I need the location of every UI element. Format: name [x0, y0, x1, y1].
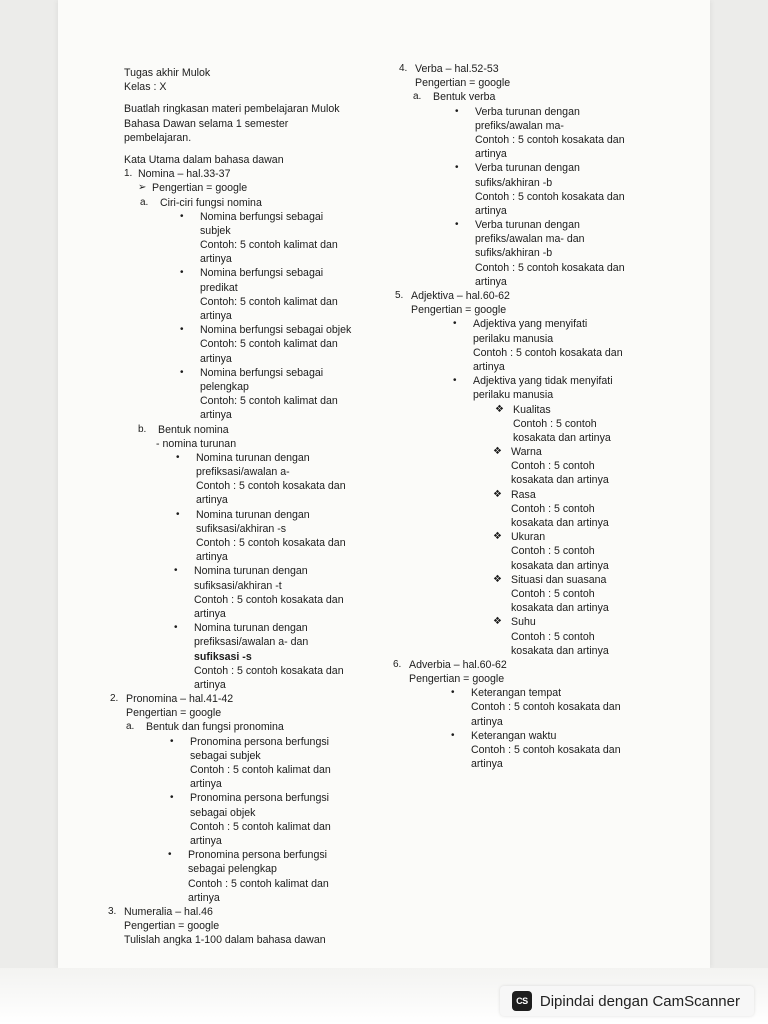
line-text: Contoh : 5 contoh kosakata dan	[473, 346, 623, 359]
document-line	[393, 403, 643, 417]
line-text: Adverbia – hal.60-62	[409, 658, 507, 671]
document-line	[108, 451, 378, 465]
document-line	[393, 62, 643, 76]
document-line	[393, 601, 643, 615]
line-text: Contoh : 5 contoh kosakata dan	[471, 744, 621, 756]
document-line	[393, 346, 643, 360]
line-text: artinya	[200, 310, 232, 322]
document-line	[393, 743, 643, 757]
line-text: Bahasa Dawan selama 1 semester	[124, 117, 289, 130]
document-line	[108, 579, 378, 593]
document-line	[108, 692, 378, 706]
line-text: prefiksasi/awalan a- dan	[194, 636, 309, 649]
document-line	[393, 757, 643, 771]
line-text: artinya	[194, 607, 226, 620]
list-marker: •	[455, 162, 459, 174]
document-line	[393, 644, 643, 658]
line-text: Nomina berfungsi sebagai	[200, 366, 324, 379]
list-marker: 5.	[395, 290, 404, 301]
line-text: Contoh : 5 contoh kosakata dan	[475, 133, 625, 146]
line-text: Keterangan waktu	[471, 729, 557, 742]
line-text: Pronomina persona berfungsi	[190, 792, 329, 805]
line-text: Contoh : 5 contoh kalimat dan	[190, 764, 331, 776]
document-line	[108, 820, 378, 834]
line-text: Contoh : 5 contoh	[511, 630, 595, 643]
line-text: Pengertian = google	[409, 673, 505, 686]
line-text: Pronomina – hal.41-42	[126, 693, 234, 706]
list-marker: 6.	[393, 658, 402, 670]
document-line	[108, 80, 378, 94]
camscanner-logo-icon: CS	[512, 991, 532, 1011]
line-text: Pengertian = google	[126, 707, 222, 720]
document-line	[108, 295, 378, 309]
line-text: Contoh : 5 contoh kosakata dan	[471, 701, 621, 714]
document-line	[108, 607, 378, 621]
line-text: Contoh: 5 contoh kalimat dan	[200, 295, 338, 308]
line-text: kosakata dan artinya	[511, 517, 609, 529]
document-line	[393, 317, 643, 331]
line-text: Verba turunan dengan	[475, 105, 580, 118]
line-text: Contoh : 5 contoh	[511, 545, 595, 558]
document-line	[393, 218, 643, 232]
line-text: artinya	[188, 891, 220, 904]
list-marker: a.	[126, 721, 135, 733]
document-line	[108, 408, 378, 422]
document-line	[108, 621, 378, 635]
document-line	[393, 232, 643, 246]
list-marker: •	[180, 210, 184, 222]
line-text: Adjektiva – hal.60-62	[411, 290, 510, 302]
list-marker: 3.	[108, 905, 117, 917]
line-text: Nomina turunan dengan	[194, 565, 308, 578]
document-line	[393, 261, 643, 275]
document-line	[108, 791, 378, 805]
document-line	[108, 848, 378, 862]
line-text: Ciri-ciri fungsi nomina	[160, 196, 262, 209]
document-line	[393, 303, 643, 317]
document-line	[393, 544, 643, 558]
document-line	[108, 281, 378, 295]
line-text: kosakata dan artinya	[511, 474, 609, 487]
document-line	[108, 749, 378, 763]
document-line	[393, 587, 643, 601]
line-text: prefiksasi/awalan a-	[196, 466, 290, 479]
line-text: artinya	[475, 204, 507, 217]
line-text: Contoh : 5 contoh kosakata dan	[194, 664, 344, 677]
line-text: artinya	[196, 494, 228, 507]
document-line	[108, 266, 378, 280]
list-marker: •	[174, 565, 178, 577]
document-line	[108, 102, 378, 116]
line-text: artinya	[200, 352, 232, 365]
list-marker: b.	[138, 423, 147, 435]
list-marker: ❖	[493, 488, 502, 500]
document-line	[108, 919, 378, 933]
document-line	[393, 502, 643, 516]
list-marker: •	[180, 324, 184, 336]
document-line	[393, 516, 643, 530]
document-line	[108, 479, 378, 493]
document-line	[108, 493, 378, 507]
document-line	[393, 488, 643, 502]
line-text: Contoh : 5 contoh kalimat dan	[190, 820, 331, 833]
line-text: Numeralia – hal.46	[124, 905, 213, 918]
line-text: Adjektiva yang tidak menyifati	[473, 375, 613, 388]
document-line	[108, 437, 378, 451]
document-line	[393, 686, 643, 700]
line-text: Pengertian = google	[152, 182, 248, 195]
line-text: artinya	[190, 834, 222, 847]
document-line	[108, 536, 378, 550]
list-marker: 4.	[399, 63, 408, 74]
line-text: pelengkap	[200, 380, 249, 393]
line-text: Contoh : 5 contoh kosakata dan	[196, 480, 346, 493]
document-line	[108, 337, 378, 351]
line-text: Verba – hal.52-53	[415, 63, 499, 75]
document-line	[393, 559, 643, 573]
document-line	[108, 394, 378, 408]
list-marker: •	[176, 508, 180, 520]
line-gap	[108, 145, 378, 153]
line-text: kosakata dan artinya	[511, 559, 609, 572]
list-marker: •	[455, 105, 459, 117]
line-text: Nomina turunan dengan	[196, 508, 310, 521]
document-line	[393, 246, 643, 260]
list-marker: •	[170, 792, 174, 804]
document-line	[108, 196, 378, 210]
document-line	[108, 635, 378, 649]
watermark-text: Dipindai dengan CamScanner	[539, 992, 740, 1010]
line-text: Bentuk verba	[433, 91, 496, 104]
line-text: prefiks/awalan ma-	[475, 119, 564, 132]
document-line	[108, 323, 378, 337]
document-line	[108, 309, 378, 323]
document-line	[393, 289, 643, 303]
document-line	[108, 720, 378, 734]
document-line	[108, 706, 378, 720]
line-text: sebagai pelengkap	[188, 863, 277, 876]
line-text: sebagai objek	[190, 806, 256, 819]
list-marker: ❖	[493, 531, 502, 543]
line-text: Pengertian = google	[415, 77, 511, 90]
document-line	[108, 877, 378, 891]
line-text: Contoh : 5 contoh kosakata dan	[196, 537, 346, 549]
list-marker: ❖	[493, 573, 502, 585]
line-text: Nomina – hal.33-37	[138, 168, 231, 181]
line-text: Tulislah angka 1-100 dalam bahasa dawan	[124, 934, 326, 947]
list-marker: a.	[140, 196, 149, 208]
line-text: Pengertian = google	[124, 920, 220, 933]
list-marker: 1.	[124, 168, 133, 180]
document-line	[108, 153, 378, 167]
line-text: kosakata dan artinya	[511, 602, 609, 615]
line-text: Pronomina persona berfungsi	[188, 849, 327, 862]
line-text: sufiks/akhiran -b	[475, 247, 553, 260]
document-line	[393, 388, 643, 402]
line-text: Kelas : X	[124, 81, 167, 94]
line-text: sebagai subjek	[190, 749, 261, 762]
document-line	[393, 459, 643, 473]
document-line	[393, 658, 643, 672]
document-line	[108, 834, 378, 848]
document-line	[393, 204, 643, 218]
line-text: sufiks/akhiran -b	[475, 176, 553, 189]
document-line	[393, 133, 643, 147]
line-text: artinya	[475, 275, 507, 288]
document-line	[108, 224, 378, 238]
document-line	[393, 275, 643, 289]
document-line	[393, 473, 643, 487]
line-text: artinya	[190, 778, 222, 791]
line-text: Nomina turunan dengan	[194, 622, 308, 635]
document-line	[393, 431, 643, 445]
document-line	[393, 715, 643, 729]
line-text: Warna	[511, 446, 542, 459]
list-marker: •	[455, 219, 459, 231]
list-marker: a.	[413, 91, 422, 103]
document-line	[108, 66, 378, 80]
list-marker: •	[451, 729, 455, 741]
document-line	[393, 729, 643, 743]
line-text: Buatlah ringkasan materi pembelajaran Mulok	[124, 103, 340, 116]
line-text: sufiksasi/akhiran -s	[196, 522, 287, 535]
document-line	[108, 763, 378, 777]
document-line	[393, 190, 643, 204]
line-text: Verba turunan dengan	[475, 162, 580, 175]
line-text: Contoh : 5 contoh	[511, 502, 595, 515]
document-line	[108, 678, 378, 692]
document-line	[393, 332, 643, 346]
camscanner-watermark	[500, 986, 754, 1016]
document-line	[108, 238, 378, 252]
line-text: pembelajaran.	[124, 131, 192, 144]
document-line	[108, 806, 378, 820]
document-line	[393, 360, 643, 374]
line-text: Bentuk nomina	[158, 423, 229, 436]
document-line	[108, 550, 378, 564]
line-text: Contoh : 5 contoh kosakata dan	[475, 261, 625, 274]
line-text: Nomina turunan dengan	[196, 451, 310, 464]
line-text: Adjektiva yang menyifati	[473, 318, 588, 331]
document-line	[393, 119, 643, 133]
line-text: perilaku manusia	[473, 332, 554, 345]
list-marker: ❖	[495, 403, 504, 415]
document-line	[108, 366, 378, 380]
line-text: sufiksasi/akhiran -t	[194, 579, 282, 592]
line-text: - nomina turunan	[156, 437, 237, 450]
document-line	[393, 417, 643, 431]
line-text: artinya	[200, 253, 232, 266]
line-text: predikat	[200, 281, 238, 294]
document-line	[393, 530, 643, 544]
line-text: Suhu	[511, 616, 536, 629]
line-text: artinya	[471, 758, 503, 771]
list-marker: •	[453, 375, 457, 387]
line-text: artinya	[200, 409, 232, 422]
document-line	[108, 352, 378, 366]
line-text: Contoh : 5 contoh kosakata dan	[194, 593, 344, 606]
line-text: artinya	[475, 148, 507, 161]
line-text: Verba turunan dengan	[475, 219, 580, 232]
line-text: Contoh: 5 contoh kalimat dan	[200, 338, 338, 351]
line-text: sufiksasi -s	[194, 650, 252, 663]
line-text: Contoh: 5 contoh kalimat dan	[200, 239, 338, 252]
document-line	[108, 933, 378, 947]
document-line	[393, 445, 643, 459]
line-text: Contoh : 5 contoh kosakata dan	[475, 190, 625, 203]
document-line	[393, 615, 643, 629]
line-text: Situasi dan suasana	[511, 573, 607, 586]
document-line	[108, 593, 378, 607]
line-text: subjek	[200, 224, 231, 237]
line-text: Contoh : 5 contoh	[511, 460, 595, 473]
line-text: Ukuran	[511, 531, 546, 544]
line-text: artinya	[473, 360, 505, 373]
document-line	[108, 564, 378, 578]
line-text: Contoh : 5 contoh kalimat dan	[188, 877, 329, 890]
document-line	[108, 650, 378, 664]
document-line	[108, 210, 378, 224]
line-text: Kata Utama dalam bahasa dawan	[124, 153, 284, 166]
document-line	[108, 664, 378, 678]
line-text: Kualitas	[513, 403, 551, 416]
document-line	[108, 735, 378, 749]
document-line	[108, 522, 378, 536]
list-marker: •	[180, 267, 184, 279]
line-text: Nomina berfungsi sebagai	[200, 210, 324, 223]
document-line	[108, 508, 378, 522]
line-text: perilaku manusia	[473, 389, 554, 402]
line-text: artinya	[471, 715, 503, 728]
document-line	[108, 117, 378, 131]
document-line	[108, 252, 378, 266]
document-line	[108, 167, 378, 181]
line-text: Contoh: 5 contoh kalimat dan	[200, 395, 338, 408]
document-line	[108, 891, 378, 905]
list-marker: 2.	[110, 693, 119, 705]
document-line	[393, 573, 643, 587]
document-line	[393, 90, 643, 104]
line-text: artinya	[196, 551, 228, 564]
document-line	[108, 862, 378, 876]
line-text: Contoh : 5 contoh	[513, 417, 597, 430]
line-text: Pengertian = google	[411, 304, 507, 317]
document-line	[108, 423, 378, 437]
list-marker: •	[453, 318, 457, 330]
document-line	[108, 131, 378, 145]
document-line	[393, 161, 643, 175]
left-column	[108, 66, 378, 947]
document-line	[393, 374, 643, 388]
line-text: kosakata dan artinya	[513, 431, 611, 444]
document-line	[393, 76, 643, 90]
line-text: Pronomina persona berfungsi	[190, 735, 329, 748]
document-line	[108, 777, 378, 791]
line-text: Nomina berfungsi sebagai objek	[200, 324, 352, 337]
line-text: Rasa	[511, 488, 536, 501]
document-line	[108, 465, 378, 479]
line-text: prefiks/awalan ma- dan	[475, 233, 585, 246]
line-text: Contoh : 5 contoh	[511, 587, 595, 600]
line-text: kosakata dan artinya	[511, 644, 609, 657]
right-column	[393, 62, 643, 771]
document-line	[108, 181, 378, 195]
list-marker: •	[174, 622, 178, 634]
line-text: Keterangan tempat	[471, 687, 562, 700]
document-line	[108, 905, 378, 919]
list-marker: ❖	[493, 446, 502, 458]
list-marker: ❖	[493, 616, 502, 628]
list-marker: •	[451, 687, 455, 699]
list-marker: •	[168, 849, 172, 861]
document-line	[108, 380, 378, 394]
document-line	[393, 105, 643, 119]
document-line	[393, 147, 643, 161]
document-line	[393, 700, 643, 714]
line-text: artinya	[194, 678, 226, 691]
line-text: Nomina berfungsi sebagai	[200, 267, 324, 280]
line-gap	[108, 94, 378, 102]
list-marker: •	[176, 451, 180, 463]
document-line	[393, 672, 643, 686]
document-line	[393, 630, 643, 644]
list-marker: •	[170, 735, 174, 747]
list-marker: ➢	[138, 182, 147, 194]
document-line	[393, 176, 643, 190]
line-text: Tugas akhir Mulok	[124, 67, 211, 79]
list-marker: •	[180, 366, 184, 378]
line-text: Bentuk dan fungsi pronomina	[146, 721, 284, 734]
